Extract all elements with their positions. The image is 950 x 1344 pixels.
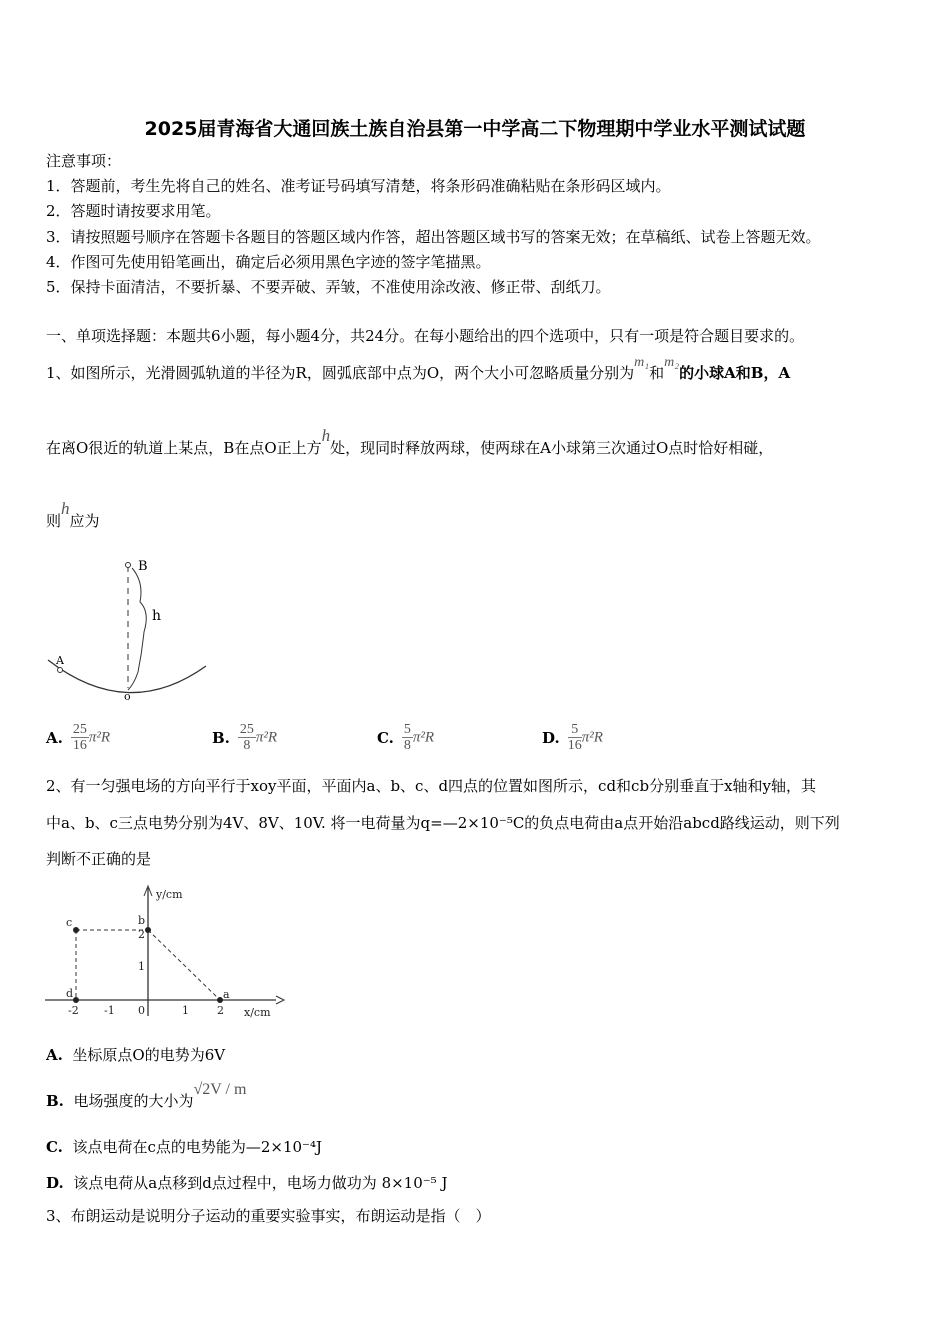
tick-xm1: -1 [104, 1004, 115, 1017]
page-title: 2025届青海省大通回族土族自治县第一中学高二下物理期中学业水平测试试题 [144, 118, 806, 140]
label-a: A [56, 654, 64, 667]
x-axis-label: x/cm [244, 1006, 271, 1019]
h-brace [128, 568, 146, 690]
option-math: π²R [581, 729, 603, 746]
q1-text: 和 [649, 364, 665, 382]
notice-item: 2．答题时请按要求用笔。 [46, 202, 221, 220]
option-math: π²R [255, 729, 278, 746]
option-label: D. [542, 728, 560, 747]
q1-text: 1、如图所示，光滑圆弧轨道的半径为R，圆弧底部中点为O，两个大小可忽略质量分别为 [46, 364, 635, 382]
m2-symbol: m₂ [664, 355, 680, 370]
label-c: c [66, 916, 73, 929]
q2-option-b[interactable] [46, 1081, 247, 1111]
q1-text: 处，现同时释放两球，使两球在A小球第三次通过O点时恰好相碰， [330, 439, 774, 457]
option-label: D. [46, 1174, 64, 1192]
denominator: 16 [72, 738, 87, 753]
q1-text: 在离O很近的轨道上某点，B在点O正上方 [46, 439, 322, 457]
numerator: 25 [72, 722, 87, 737]
q3-line1: 3、布朗运动是说明分子运动的重要实验事实，布朗运动是指（ ） [46, 1207, 491, 1225]
q1-text: 的小球A和B，A [679, 364, 791, 382]
label-b: b [138, 914, 146, 927]
option-label: A. [46, 728, 63, 747]
q1-figure [40, 552, 220, 702]
q2-option-d[interactable] [46, 1174, 447, 1192]
denominator: 8 [403, 738, 411, 753]
label-h: h [152, 608, 162, 624]
m1-symbol: m₁ [634, 355, 650, 370]
option-math: π²R [412, 729, 435, 746]
option-label: B. [46, 1092, 64, 1110]
tick-xm2: -2 [68, 1004, 79, 1017]
q1-option-d[interactable] [542, 722, 603, 753]
fraction [71, 722, 89, 753]
ball-a [58, 668, 63, 673]
q2-figure [40, 880, 290, 1025]
q2-line3: 判断不正确的是 [46, 850, 152, 868]
x-arrow-icon [276, 996, 284, 1004]
point-d [73, 997, 79, 1003]
denominator: 8 [243, 738, 251, 753]
q2-line1: 2、有一匀强电场的方向平行于xoy平面，平面内a、b、c、d四点的位置如图所示，cd和cb分别垂直于x轴和y轴，其 [46, 777, 816, 795]
point-c [73, 927, 79, 933]
option-label: C. [46, 1138, 63, 1156]
notice-item: 5．保持卡面清洁，不要折暴、不要弄破、弄皱，不准使用涂改液、修正带、刮纸刀。 [46, 278, 611, 296]
tick-y1: 1 [138, 960, 145, 973]
numerator: 25 [239, 722, 254, 737]
option-label: C. [377, 728, 394, 747]
label-a: a [223, 988, 230, 1001]
q1-text: 则 [46, 512, 62, 530]
q1-line1 [46, 355, 791, 384]
q1-line2 [46, 426, 774, 457]
notice-item: 3．请按照题号顺序在答题卡各题目的答题区域内作答，超出答题区域书写的答案无效；在草稿纸、试卷上答题无效。 [46, 228, 821, 246]
fraction [568, 722, 582, 753]
option-text: 坐标原点O的电势为6V [72, 1046, 226, 1064]
tick-x0: 0 [138, 1004, 145, 1017]
notice-item: 4．作图可先使用铅笔画出，确定后必须用黑色字迹的签字笔描黑。 [46, 253, 491, 271]
q1-option-a[interactable] [46, 722, 110, 753]
label-o: o [124, 690, 131, 702]
fraction [238, 722, 256, 753]
option-text: 该点电荷在c点的电势能为—2×10⁻⁴J [72, 1138, 322, 1156]
option-math: √2V / m [193, 1081, 247, 1098]
h-symbol: h [321, 426, 331, 445]
option-text: 该点电荷从a点移到d点过程中，电场力做功为 8×10⁻⁵ J [73, 1174, 448, 1192]
q1-text: 应为 [69, 512, 100, 530]
option-label: B. [212, 728, 230, 747]
fraction [402, 722, 413, 753]
option-label: A. [46, 1046, 63, 1064]
q1-option-b[interactable] [212, 722, 277, 753]
numerator: 5 [568, 722, 582, 738]
y-axis-label: y/cm [156, 888, 183, 901]
section-heading: 一、单项选择题：本题共6小题，每小题4分，共24分。在每小题给出的四个选项中，只有一项是符合题目要求的。 [46, 327, 805, 345]
q2-option-a[interactable] [46, 1046, 225, 1064]
ball-b [126, 563, 131, 568]
numerator: 5 [403, 722, 411, 737]
h-symbol: h [61, 499, 70, 518]
q2-option-c[interactable] [46, 1138, 322, 1156]
denominator: 16 [567, 738, 582, 753]
notice-heading: 注意事项： [46, 152, 122, 170]
notice-item: 1．答题前，考生先将自己的姓名、准考证号码填写清楚，将条形码准确粘贴在条形码区域内。 [46, 177, 671, 195]
label-b: B [138, 559, 148, 574]
point-b [145, 927, 151, 933]
q1-option-c[interactable] [377, 722, 434, 753]
ba-line [148, 930, 220, 1000]
option-math: π²R [88, 729, 111, 746]
arc-track [48, 660, 206, 693]
option-text: 电场强度的大小为 [73, 1092, 194, 1110]
tick-x1: 1 [182, 1004, 189, 1017]
q2-line2: 中a、b、c三点电势分别为4V、8V、10V. 将一电荷量为q=—2×10⁻⁵C的负点电荷由a点开始沿abcd路线运动，则下列 [46, 814, 840, 832]
q1-line3 [46, 499, 100, 530]
tick-x2: 2 [217, 1004, 224, 1017]
tick-y2: 2 [138, 928, 145, 941]
label-d: d [66, 987, 74, 1000]
